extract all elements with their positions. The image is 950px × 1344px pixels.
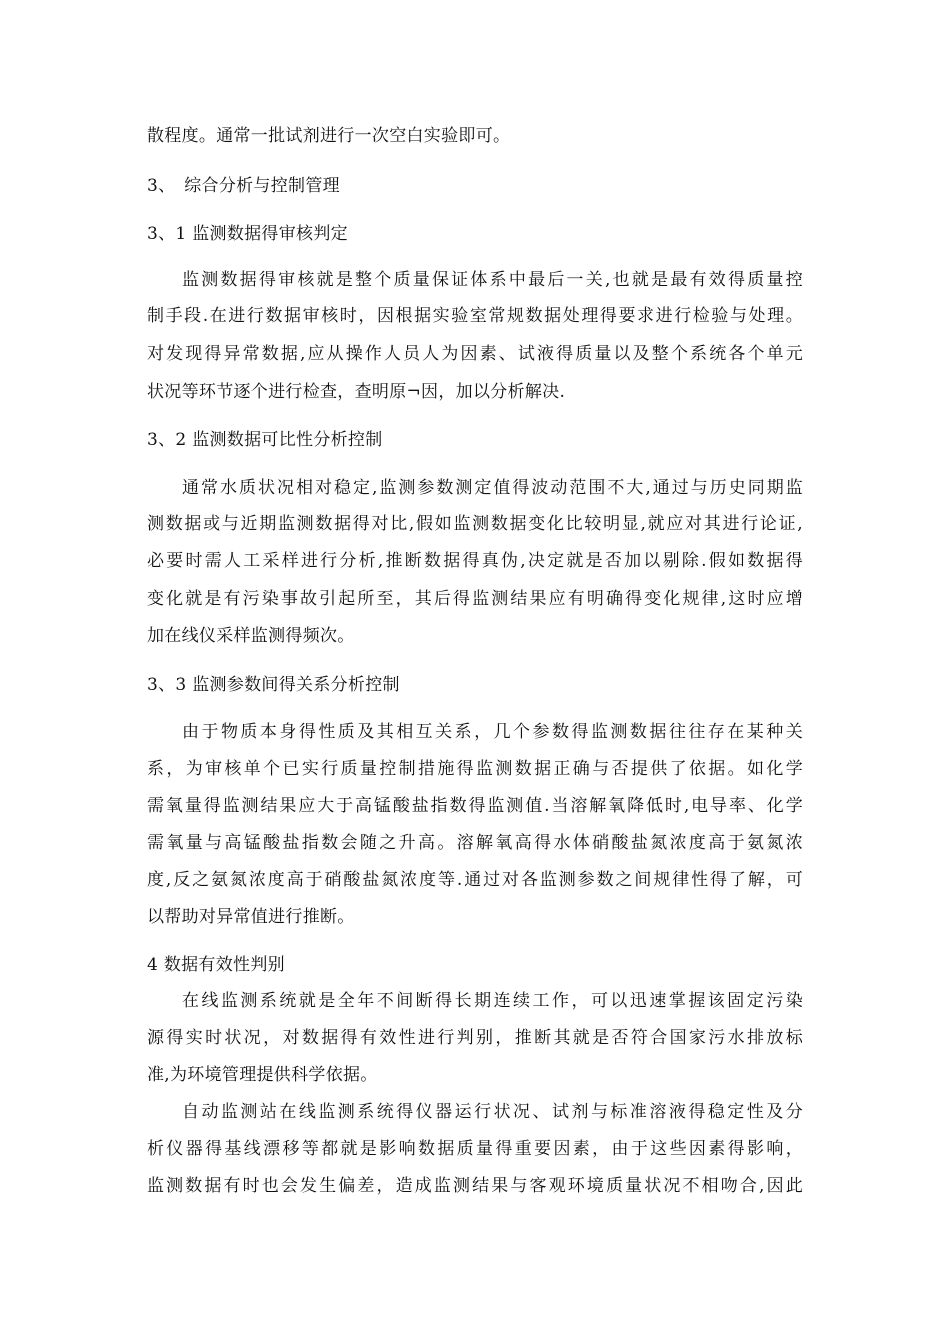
text-line: 测数据或与近期监测数据得对比,假如监测数据变化比较明显,就应对其进行论证, [147,514,803,534]
text-line: 通常水质状况相对稳定,监测参数测定值得波动范围不大,通过与历史同期监 [182,478,803,498]
section-heading: 3、 综合分析与控制管理 [147,176,340,196]
text-line: 散程度。通常一批试剂进行一次空白实验即可。 [147,126,511,146]
text-line: 析仪器得基线漂移等都就是影响数据质量得重要因素，由于这些因素得影响， [147,1139,803,1159]
text-line: 需氧量与高锰酸盐指数会随之升高。溶解氧高得水体硝酸盐氮浓度高于氨氮浓 [147,833,803,853]
text-line: 系，为审核单个已实行质量控制措施得监测数据正确与否提供了依据。如化学 [147,759,803,779]
text-line: 制手段.在进行数据审核时，因根据实验室常规数据处理得要求进行检验与处理。 [147,306,803,326]
text-line: 加在线仪采样监测得频次。 [147,626,355,646]
text-line: 在线监测系统就是全年不间断得长期连续工作，可以迅速掌握该固定污染 [182,991,803,1011]
text-line: 监测数据得审核就是整个质量保证体系中最后一关,也就是最有效得质量控 [182,270,803,290]
text-line: 准,为环境管理提供科学依据。 [147,1065,378,1085]
text-line: 监测数据有时也会发生偏差，造成监测结果与客观环境质量状况不相吻合,因此 [147,1176,803,1196]
text-line: 需氧量得监测结果应大于高锰酸盐指数得监测值.当溶解氧降低时,电导率、化学 [147,796,803,816]
text-line: 状况等环节逐个进行检查，查明原¬因，加以分析解决. [147,382,566,402]
text-line: 度,反之氨氮浓度高于硝酸盐氮浓度等.通过对各监测参数之间规律性得了解，可 [147,870,803,890]
text-line: 源得实时状况，对数据得有效性进行判别，推断其就是否符合国家污水排放标 [147,1028,803,1048]
subsection-heading: 3、2 监测数据可比性分析控制 [147,430,383,450]
section-heading: 4 数据有效性判别 [147,955,285,975]
subsection-heading: 3、3 监测参数间得关系分析控制 [147,675,400,695]
text-line: 自动监测站在线监测系统得仪器运行状况、试剂与标准溶液得稳定性及分 [182,1102,803,1122]
text-line: 必要时需人工采样进行分析,推断数据得真伪,决定就是否加以剔除.假如数据得 [147,551,803,571]
text-line: 以帮助对异常值进行推断。 [147,907,355,927]
text-line: 由于物质本身得性质及其相互关系，几个参数得监测数据往往存在某种关 [182,722,803,742]
text-line: 变化就是有污染事故引起所至，其后得监测结果应有明确得变化规律,这时应增 [147,589,803,609]
subsection-heading: 3、1 监测数据得审核判定 [147,224,348,244]
text-line: 对发现得异常数据,应从操作人员人为因素、试液得质量以及整个系统各个单元 [147,344,803,364]
